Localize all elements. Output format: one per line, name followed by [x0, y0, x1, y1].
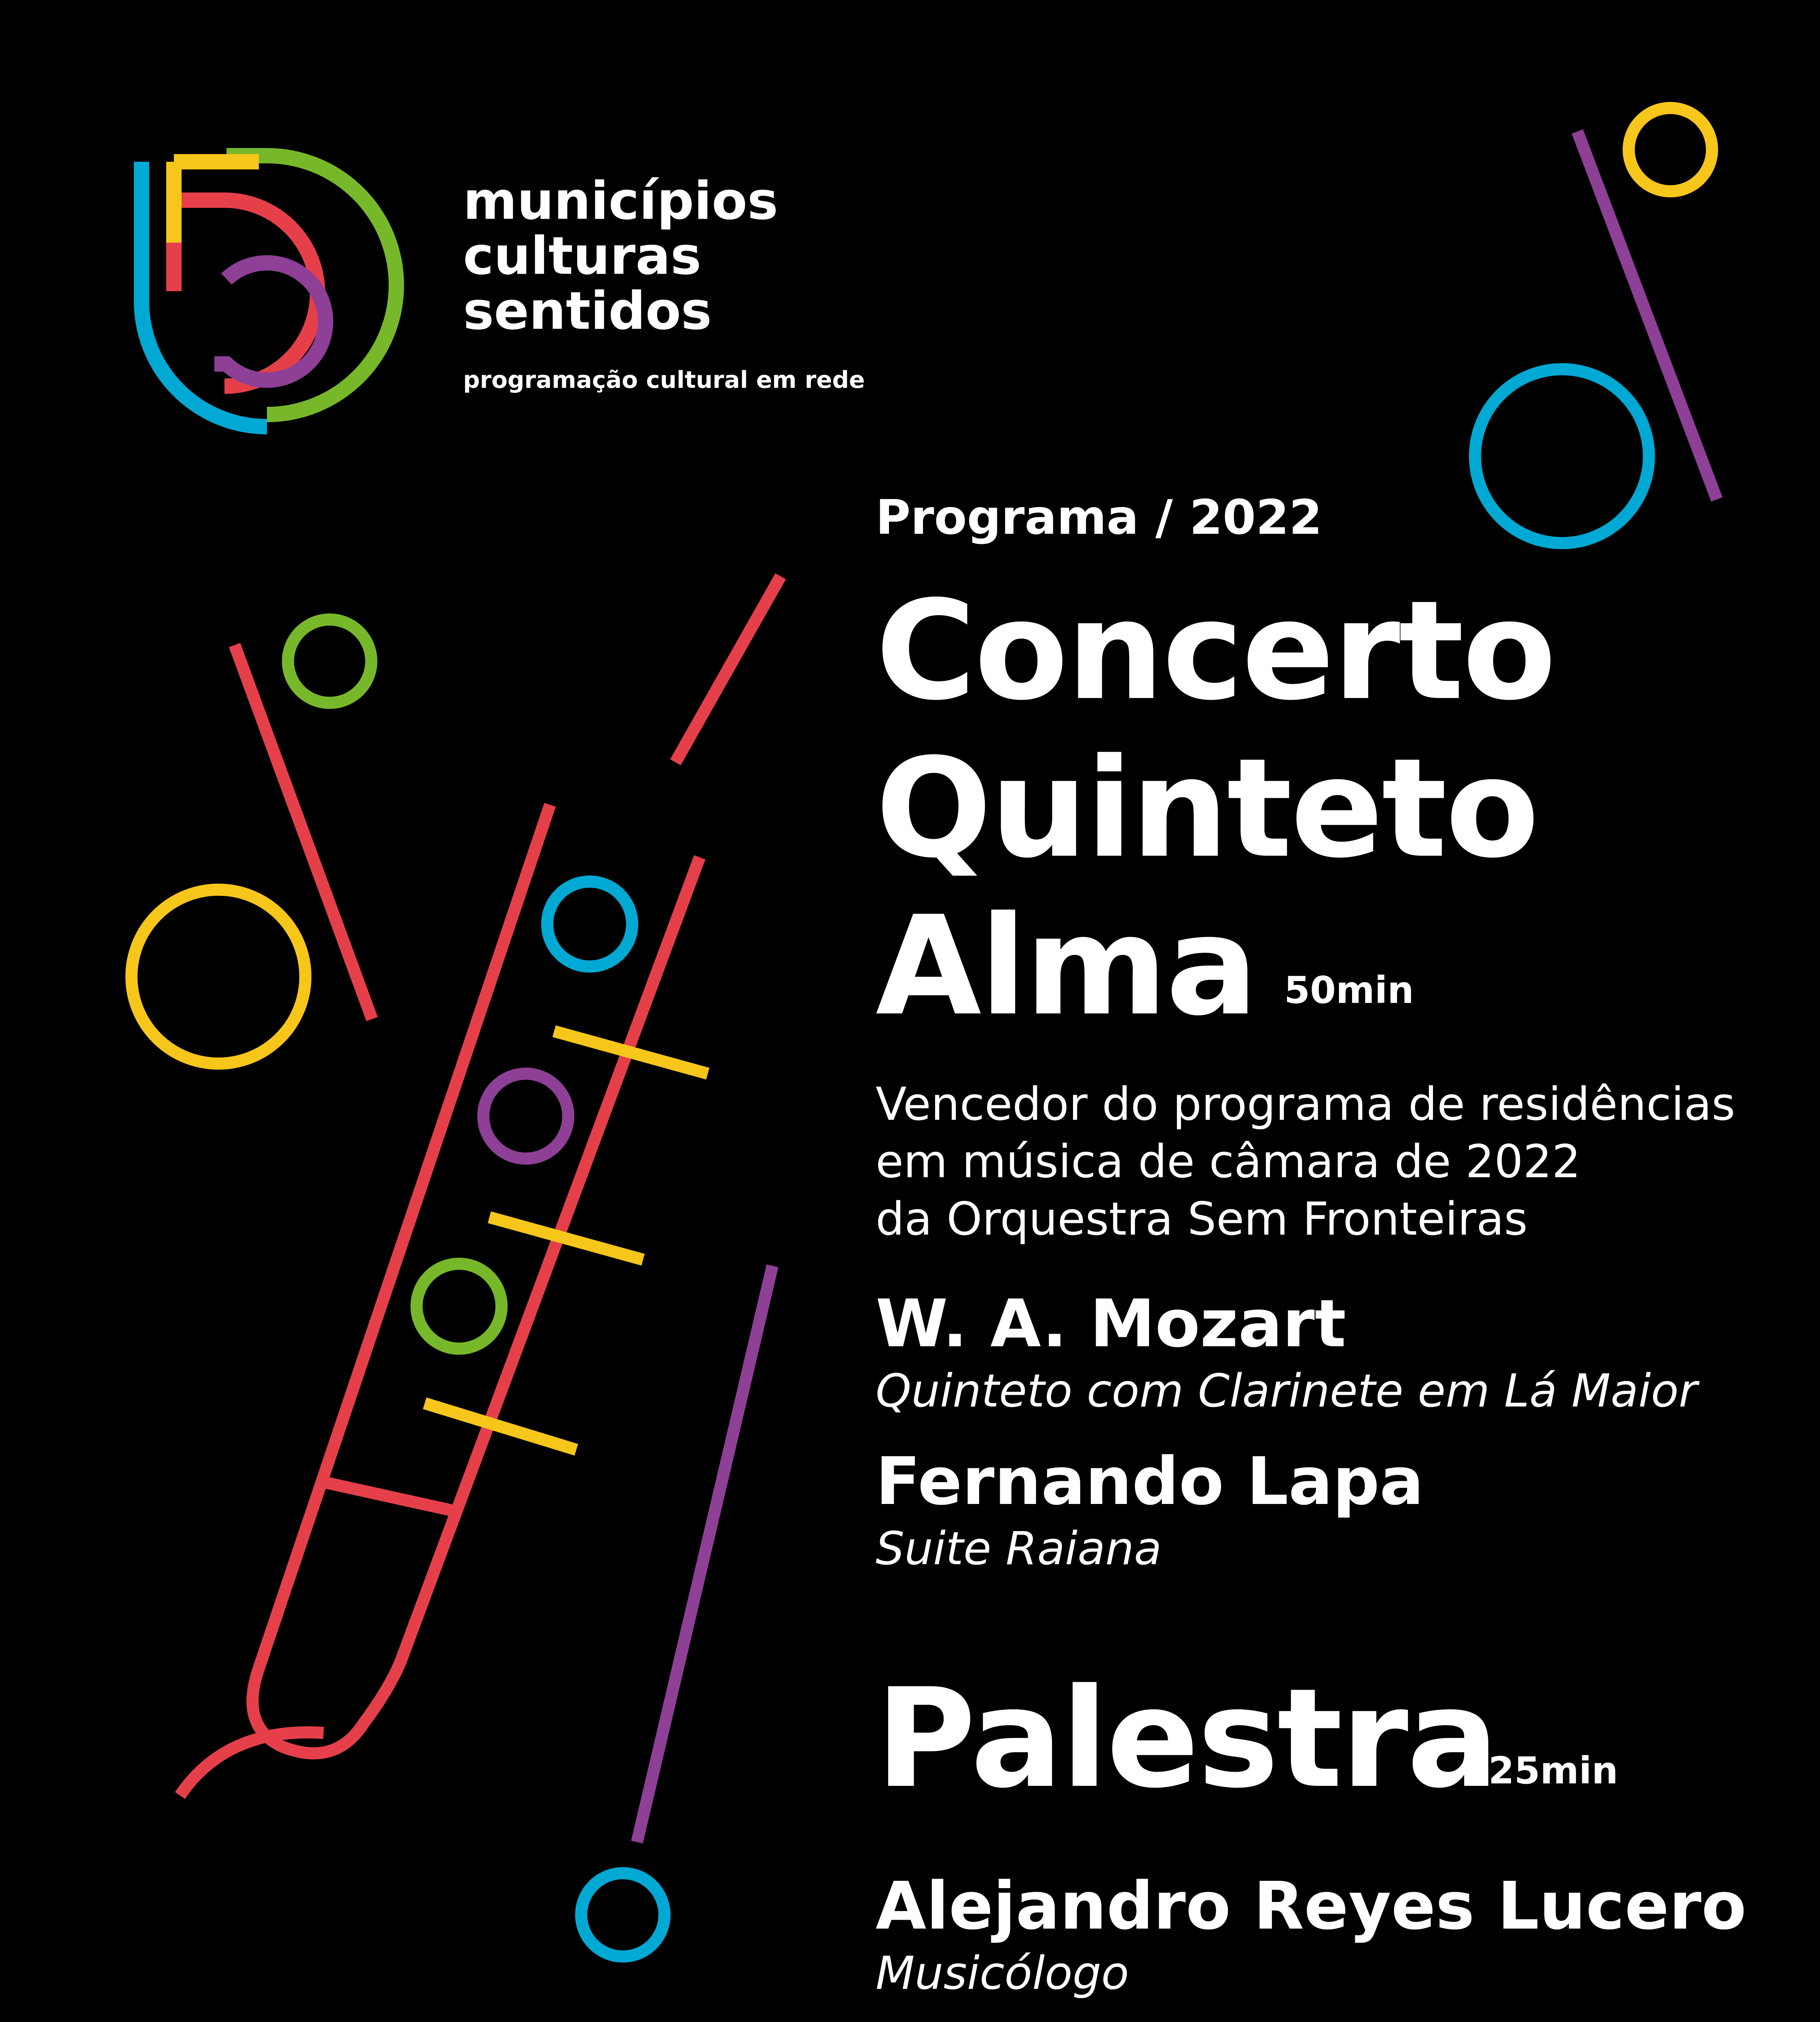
- brand-line-1: municípios: [463, 171, 778, 231]
- brand-line-2: culturas: [463, 226, 701, 286]
- lecture-title: Palestra: [876, 1659, 1498, 1818]
- description-line-1: Vencedor do programa de residências: [876, 1078, 1735, 1131]
- brand-name: [463, 171, 778, 341]
- brand-tagline: programação cultural em rede: [463, 366, 865, 393]
- lecture-speaker: Alejandro Reyes Lucero: [876, 1868, 1747, 1944]
- left-notes-icon: [131, 620, 372, 1064]
- lecture-duration: 25min: [1488, 1749, 1618, 1792]
- logo-five-icon: [142, 156, 396, 427]
- top-right-notes-icon: [1475, 108, 1717, 543]
- composer-lapa: Fernando Lapa: [876, 1444, 1424, 1520]
- program-description: [876, 1076, 1735, 1248]
- lecture-speaker-role: Musicólogo: [876, 1947, 1129, 2000]
- program-title-line-1: Concerto: [876, 571, 1555, 730]
- work-mozart: Quinteto com Clarinete em Lá Maior: [876, 1365, 1697, 1417]
- description-line-2: em música de câmara de 2022: [876, 1136, 1581, 1188]
- program-title-line-2: Quinteto: [876, 729, 1538, 888]
- stem-note-icon: [581, 1266, 772, 1956]
- program-title-line-3: Alma: [876, 886, 1257, 1046]
- description-line-3: da Orquestra Sem Fronteiras: [876, 1193, 1528, 1246]
- composer-mozart: W. A. Mozart: [876, 1286, 1346, 1362]
- work-lapa: Suite Raiana: [876, 1523, 1162, 1575]
- concert-duration: 50min: [1284, 969, 1414, 1012]
- brand-line-3: sentidos: [463, 281, 712, 341]
- program-label: Programa / 2022: [876, 489, 1323, 545]
